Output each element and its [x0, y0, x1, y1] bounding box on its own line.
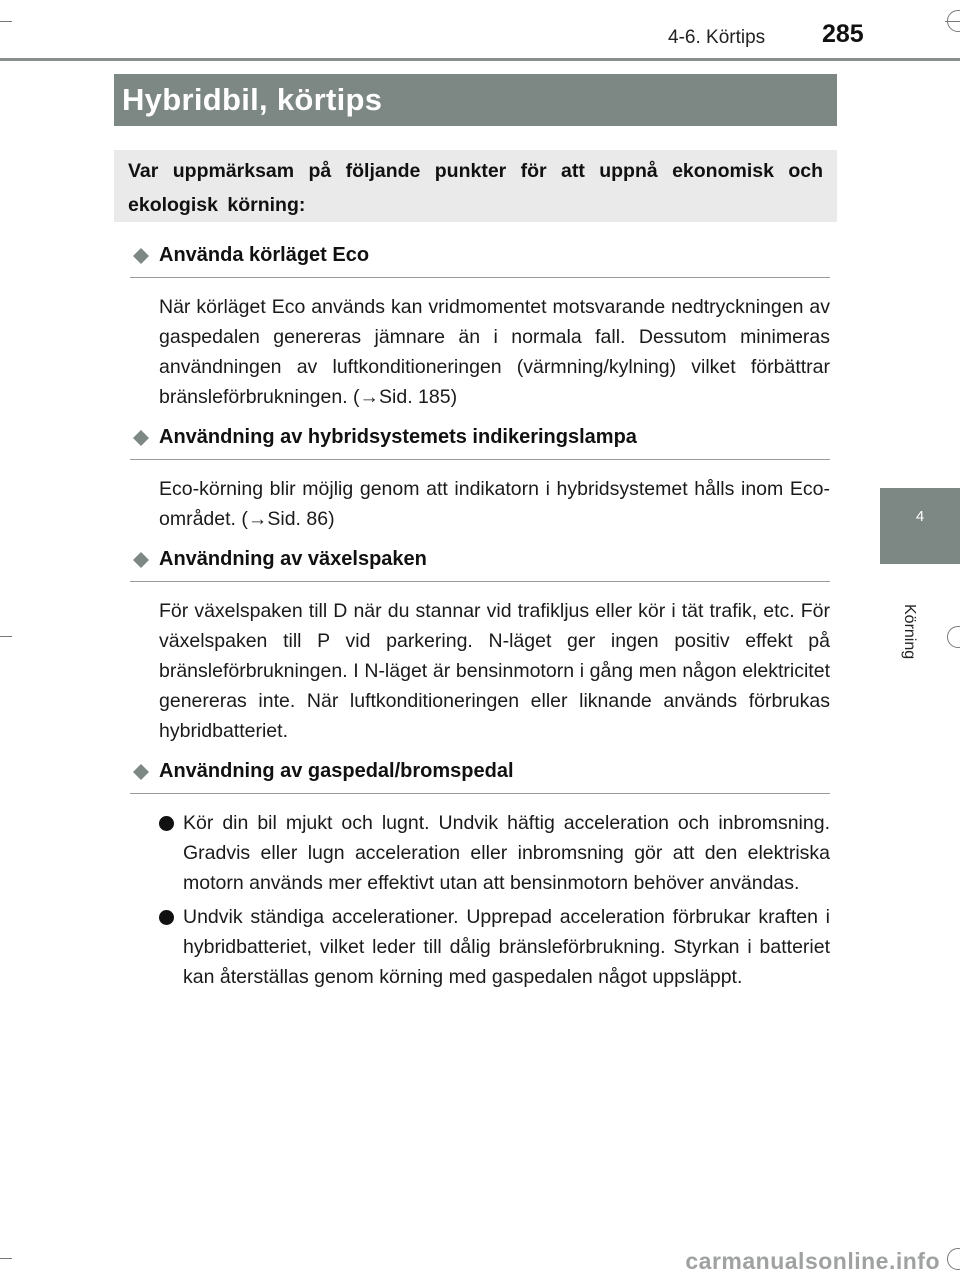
section — [130, 548, 830, 746]
section-body: När körläget Eco används kan vridmomentet motsvarande nedtryckningen av gaspedalen genereras jämnare än i normala fall. Dessutom minimeras användningen av luftkonditioneringen (värmning/kylning) vilket förbättrar bränsleförbrukningen. (→Sid. 185) — [159, 296, 830, 408]
content — [130, 244, 830, 1006]
chapter-label: Körning — [901, 604, 918, 660]
section-body: För växelspaken till D när du stannar vid trafikljus eller kör i tät trafik, etc. För växelspaken till P vid parkering. N-läget ger ingen positiv effekt på bränsleförbrukningen. I N-läget är bensinmotorn i gång men någon elektricitet genereras inte. När luftkonditioneringen eller liknande används förbrukas hybridbatteriet. — [159, 600, 830, 742]
crop-mark — [0, 21, 12, 22]
crop-mark — [0, 636, 12, 637]
page-number: 285 — [822, 20, 864, 48]
chapter-tab — [880, 488, 960, 564]
section-heading — [130, 548, 830, 582]
page-title: Hybridbil, körtips — [122, 82, 383, 117]
section — [130, 760, 830, 992]
diamond-bullet-icon — [133, 430, 149, 446]
registration-mark — [947, 10, 960, 32]
list-item-text: Undvik ständiga accelerationer. Upprepad acceleration förbrukar kraften i hybridbatteriet, vilket leder till dålig bränsleförbrukning. Styrkan i batteriet kan återställas genom körning med gaspedalen något uppsläppt. — [183, 906, 830, 988]
bullet-dot-icon — [159, 816, 174, 831]
chapter-number: 4 — [915, 508, 925, 525]
section-heading-text: Använda körläget Eco — [159, 244, 370, 266]
intro-box — [114, 150, 837, 222]
registration-mark — [947, 1248, 960, 1270]
section-heading-text: Användning av växelspaken — [159, 548, 427, 570]
watermark: carmanualsonline.info — [685, 1248, 940, 1274]
header-rule — [0, 58, 960, 61]
title-band — [114, 74, 837, 126]
diamond-bullet-icon — [133, 552, 149, 568]
section-heading-text: Användning av hybridsystemets indikeringslampa — [159, 426, 637, 448]
diamond-bullet-icon — [133, 248, 149, 264]
section-heading-text: Användning av gaspedal/bromspedal — [159, 760, 514, 782]
section-heading — [130, 426, 830, 460]
list-item — [159, 808, 830, 898]
list-item-text: Kör din bil mjukt och lugnt. Undvik häftig acceleration och inbromsning. Gradvis eller lugn acceleration eller inbromsning gör att den elektriska motorn används mer effektivt utan att bensinmotorn behöver användas. — [183, 812, 830, 894]
section-heading — [130, 244, 830, 278]
intro-text: Var uppmärksam på följande punkter för att uppnå ekonomisk och ekologisk körning: — [128, 160, 823, 216]
section-heading — [130, 760, 830, 794]
crop-mark — [0, 1258, 12, 1259]
section — [130, 426, 830, 534]
section — [130, 244, 830, 412]
section-label: 4-6. Körtips — [668, 27, 766, 48]
section-body: Eco-körning blir möjlig genom att indikatorn i hybridsystemet hålls inom Eco-området. (→Sid. 86) — [159, 478, 830, 530]
registration-mark — [947, 626, 960, 648]
diamond-bullet-icon — [133, 764, 149, 780]
list-item — [159, 902, 830, 992]
bullet-dot-icon — [159, 910, 174, 925]
